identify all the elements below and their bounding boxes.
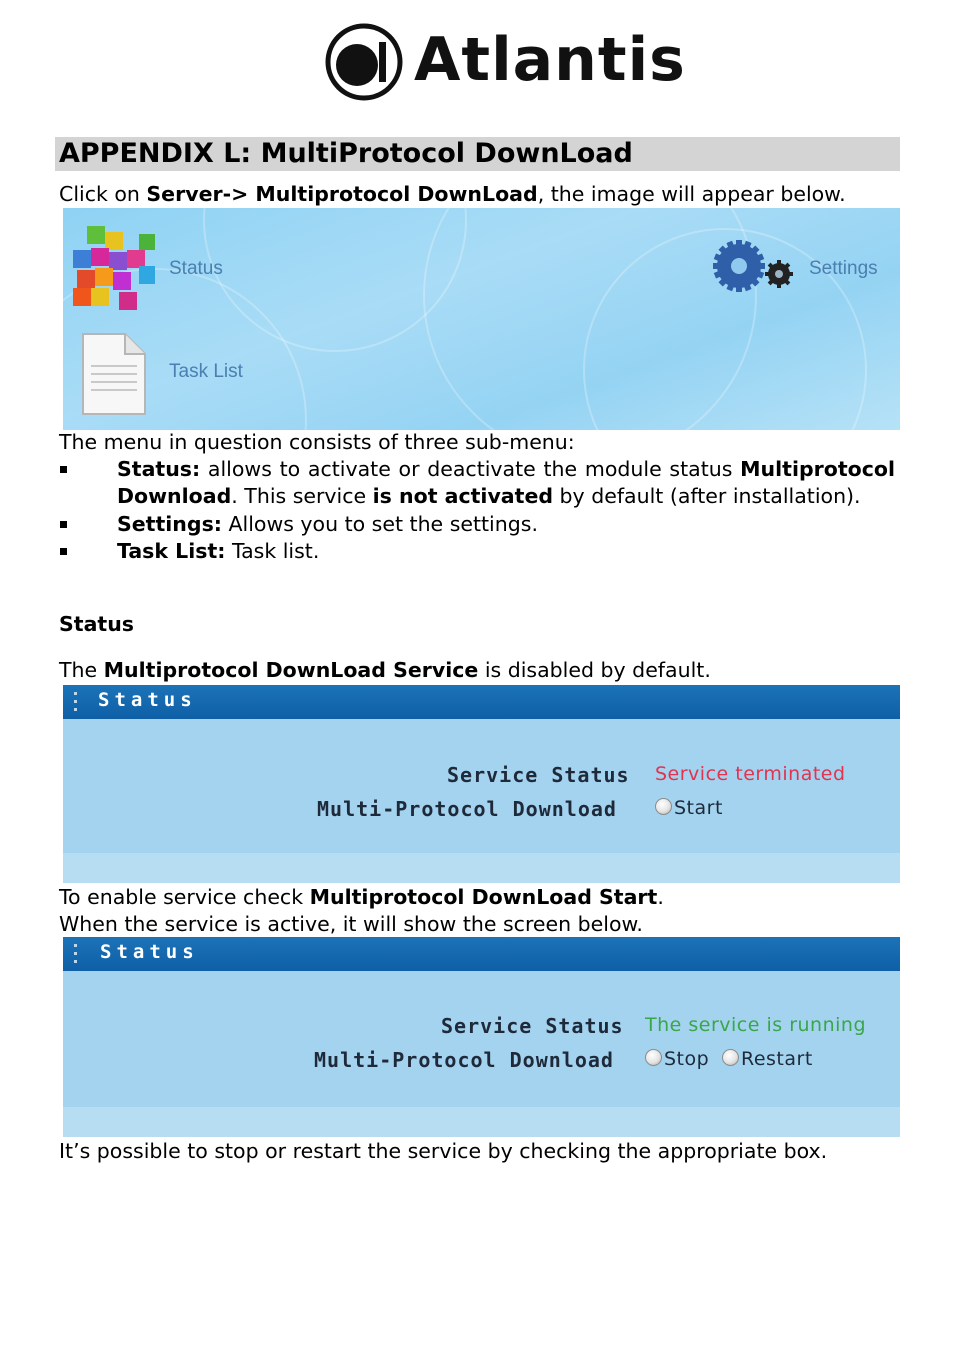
- bullet-settings-term: Settings:: [117, 512, 222, 536]
- bullet-marker: [60, 466, 67, 473]
- status-para-bold: Multiprotocol DownLoad Service: [103, 658, 479, 682]
- active-paragraph: When the service is active, it will show the screen below.: [59, 912, 643, 936]
- status-title-bar: [63, 685, 900, 719]
- service-status-value: Service terminated: [655, 763, 846, 785]
- menu-panel: [63, 208, 900, 430]
- bullet-status-line2: [117, 483, 861, 510]
- gear-icon[interactable]: [709, 240, 801, 296]
- status-panel-footer: [63, 853, 900, 883]
- status-title-bar: [63, 937, 900, 971]
- mpd-label: Multi-Protocol Download: [314, 1048, 614, 1072]
- bullet-status-text-3: by default (after installation).: [553, 484, 861, 508]
- status-panel-footer: [63, 1107, 900, 1137]
- restart-radio-label[interactable]: Restart: [741, 1048, 813, 1070]
- start-radio-label[interactable]: Start: [674, 797, 723, 819]
- bullet-status-line1: [117, 456, 895, 483]
- service-status-label: Service Status: [441, 1014, 624, 1038]
- intro-bold: Server-> Multiprotocol DownLoad: [146, 182, 538, 206]
- appendix-title: APPENDIX L: MultiProtocol DownLoad: [59, 138, 633, 169]
- bullet-settings-text: Allows you to set the settings.: [221, 512, 538, 536]
- service-status-label: Service Status: [447, 763, 630, 787]
- bullet-status-text: allows to activate or deactivate the module status: [200, 457, 741, 481]
- enable-para-text-post: .: [657, 885, 664, 909]
- closing-paragraph: It’s possible to stop or restart the service by checking the appropriate box.: [59, 1139, 828, 1163]
- bullet-task-list-text: Task list.: [225, 539, 320, 563]
- appendix-title-bar: [55, 137, 900, 171]
- menu-status-label[interactable]: Status: [169, 258, 223, 279]
- bullet-task-list-term: Task List:: [117, 539, 226, 563]
- atlantis-logo: [324, 22, 686, 102]
- restart-radio[interactable]: [722, 1049, 739, 1066]
- bullet-marker: [60, 521, 67, 528]
- status-panel-running: [63, 937, 900, 1137]
- bullet-marker: [60, 548, 67, 555]
- menu-task-list-label[interactable]: Task List: [169, 361, 243, 382]
- bullet-settings: [117, 511, 538, 538]
- intro-paragraph: [59, 181, 846, 208]
- start-radio-option[interactable]: [655, 797, 723, 819]
- mpd-label: Multi-Protocol Download: [317, 797, 617, 821]
- bullet-status-term: Status:: [117, 457, 201, 481]
- status-para-text: The: [59, 658, 104, 682]
- enable-para-bold: Multiprotocol DownLoad Start: [309, 885, 658, 909]
- menu-intro: The menu in question consists of three sub-menu:: [59, 430, 575, 454]
- status-paragraph: [59, 657, 711, 684]
- bullet-task-list: [117, 538, 319, 565]
- intro-text: Click on: [59, 182, 147, 206]
- document-icon[interactable]: [79, 330, 149, 418]
- stop-radio-option[interactable]: [645, 1048, 709, 1070]
- logo-text: Atlantis: [414, 25, 686, 95]
- status-heading: Status: [59, 612, 134, 636]
- bullet-status-bold-3: is not activated: [372, 484, 554, 508]
- cubes-icon[interactable]: [69, 222, 159, 314]
- bullet-status-text-2: . This service: [231, 484, 373, 508]
- status-panel-title: Status: [100, 941, 199, 963]
- stop-radio[interactable]: [645, 1049, 662, 1066]
- status-panel-stopped: [63, 685, 900, 883]
- service-status-value: The service is running: [645, 1014, 867, 1036]
- stop-radio-label[interactable]: Stop: [664, 1048, 710, 1070]
- logo-mark-icon: [324, 22, 406, 102]
- menu-settings-label[interactable]: Settings: [809, 258, 878, 279]
- start-radio[interactable]: [655, 798, 672, 815]
- status-para-text-post: is disabled by default.: [478, 658, 711, 682]
- bullet-status-bold: Multiprotocol: [740, 457, 895, 481]
- restart-radio-option[interactable]: [722, 1048, 813, 1070]
- status-panel-title: Status: [98, 689, 197, 711]
- enable-paragraph: [59, 884, 664, 911]
- bullet-status-bold-2: Download: [117, 484, 232, 508]
- enable-para-text: To enable service check: [59, 885, 310, 909]
- intro-text-post: , the image will appear below.: [537, 182, 846, 206]
